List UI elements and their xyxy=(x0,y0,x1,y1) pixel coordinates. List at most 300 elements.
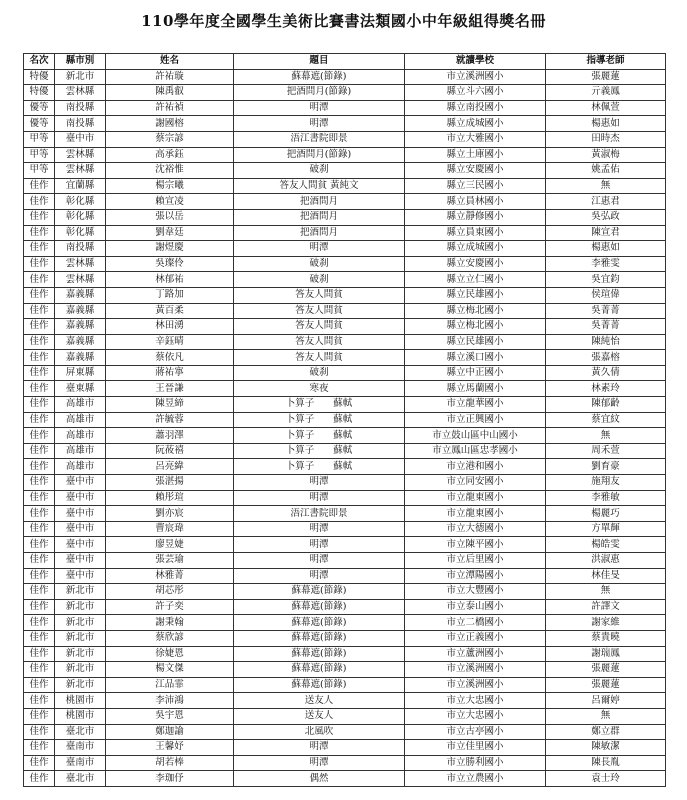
table-row xyxy=(24,615,666,631)
cell-school: 縣立民雄國小 xyxy=(405,287,546,303)
cell-county: 新北市 xyxy=(55,646,106,662)
cell-topic: 偶然 xyxy=(234,771,405,787)
table-row xyxy=(24,537,666,553)
cell-rank: 佳作 xyxy=(24,194,55,210)
cell-school: 市立溪洲國小 xyxy=(405,662,546,678)
cell-school: 縣立梅北國小 xyxy=(405,319,546,335)
cell-topic: 破刹 xyxy=(234,272,405,288)
cell-rank: 佳作 xyxy=(24,365,55,381)
header-teacher: 指導老師 xyxy=(546,54,666,70)
table-row xyxy=(24,194,666,210)
cell-school: 市立龍東國小 xyxy=(405,490,546,506)
cell-county: 新北市 xyxy=(55,69,106,85)
cell-teacher: 李雅雯 xyxy=(546,256,666,272)
cell-topic: 把酒問月 xyxy=(234,209,405,225)
cell-county: 臺南市 xyxy=(55,755,106,771)
cell-name: 許祐璇 xyxy=(106,69,234,85)
cell-county: 臺東縣 xyxy=(55,381,106,397)
cell-teacher: 吳菁菁 xyxy=(546,303,666,319)
cell-topic: 北風吹 xyxy=(234,724,405,740)
cell-rank: 佳作 xyxy=(24,630,55,646)
table-row xyxy=(24,771,666,787)
cell-school: 縣立靜修國小 xyxy=(405,209,546,225)
table-row xyxy=(24,506,666,522)
cell-school: 市立蘆洲國小 xyxy=(405,646,546,662)
table-row xyxy=(24,443,666,459)
cell-school: 市立勝利國小 xyxy=(405,755,546,771)
cell-name: 劉亦宸 xyxy=(106,506,234,522)
cell-topic: 明潭 xyxy=(234,116,405,132)
cell-teacher: 謝瑞鳳 xyxy=(546,646,666,662)
cell-school: 市立佳里國小 xyxy=(405,740,546,756)
cell-school: 縣立安慶國小 xyxy=(405,163,546,179)
cell-name: 胡芯彤 xyxy=(106,584,234,600)
cell-county: 臺中市 xyxy=(55,568,106,584)
cell-teacher: 施翔友 xyxy=(546,475,666,491)
cell-teacher: 林佳旻 xyxy=(546,568,666,584)
cell-school: 市立大忠國小 xyxy=(405,693,546,709)
table-row xyxy=(24,412,666,428)
cell-topic: 蘇幕遮(節錄) xyxy=(234,677,405,693)
cell-topic: 蘇幕遮(節錄) xyxy=(234,630,405,646)
table-row xyxy=(24,724,666,740)
cell-school: 市立大德國小 xyxy=(405,521,546,537)
cell-teacher: 陳長胤 xyxy=(546,755,666,771)
cell-topic: 答友人問貧 xyxy=(234,287,405,303)
header-name: 姓名 xyxy=(106,54,234,70)
cell-school: 市立立農國小 xyxy=(405,771,546,787)
cell-county: 臺北市 xyxy=(55,724,106,740)
cell-school: 市立正興國小 xyxy=(405,412,546,428)
header-school: 就讀學校 xyxy=(405,54,546,70)
cell-county: 屏東縣 xyxy=(55,365,106,381)
table-row xyxy=(24,272,666,288)
cell-rank: 佳作 xyxy=(24,241,55,257)
cell-county: 臺中市 xyxy=(55,506,106,522)
cell-topic: 把酒問月 xyxy=(234,225,405,241)
cell-name: 徐婕恩 xyxy=(106,646,234,662)
cell-county: 雲林縣 xyxy=(55,256,106,272)
cell-teacher: 周禾萱 xyxy=(546,443,666,459)
cell-topic: 答友人問貧 黃純文 xyxy=(234,178,405,194)
cell-school: 縣立民雄國小 xyxy=(405,334,546,350)
cell-topic: 卜算子 蘇軾 xyxy=(234,428,405,444)
cell-rank: 佳作 xyxy=(24,459,55,475)
cell-rank: 佳作 xyxy=(24,225,55,241)
cell-county: 桃園市 xyxy=(55,708,106,724)
cell-teacher: 蔡宜紋 xyxy=(546,412,666,428)
cell-name: 林郁祐 xyxy=(106,272,234,288)
cell-county: 嘉義縣 xyxy=(55,319,106,335)
cell-school: 縣立中正國小 xyxy=(405,365,546,381)
table-row xyxy=(24,334,666,350)
cell-name: 蔡欣諺 xyxy=(106,630,234,646)
cell-topic: 蘇幕遮(節錄) xyxy=(234,662,405,678)
cell-name: 劉韋廷 xyxy=(106,225,234,241)
cell-teacher: 黃淑梅 xyxy=(546,147,666,163)
cell-name: 高承鈺 xyxy=(106,147,234,163)
cell-name: 黃百柔 xyxy=(106,303,234,319)
cell-name: 謝國榕 xyxy=(106,116,234,132)
cell-name: 丁路加 xyxy=(106,287,234,303)
cell-teacher: 袁士玲 xyxy=(546,771,666,787)
cell-rank: 佳作 xyxy=(24,568,55,584)
table-row xyxy=(24,225,666,241)
cell-name: 賴彤瑄 xyxy=(106,490,234,506)
table-row xyxy=(24,303,666,319)
table-row xyxy=(24,365,666,381)
cell-county: 宜蘭縣 xyxy=(55,178,106,194)
table-row xyxy=(24,69,666,85)
cell-topic: 蘇幕遮(節錄) xyxy=(234,615,405,631)
cell-name: 李沛鴻 xyxy=(106,693,234,709)
cell-topic: 卜算子 蘇軾 xyxy=(234,397,405,413)
cell-teacher: 鄭立群 xyxy=(546,724,666,740)
cell-school: 縣立梅北國小 xyxy=(405,303,546,319)
cell-rank: 佳作 xyxy=(24,724,55,740)
cell-topic: 明潭 xyxy=(234,475,405,491)
cell-topic: 浯江書院即景 xyxy=(234,506,405,522)
cell-name: 許子奕 xyxy=(106,599,234,615)
cell-rank: 甲等 xyxy=(24,147,55,163)
cell-name: 沈裕惟 xyxy=(106,163,234,179)
cell-name: 陳禹叡 xyxy=(106,85,234,101)
cell-topic: 浯江書院即景 xyxy=(234,131,405,147)
cell-county: 南投縣 xyxy=(55,241,106,257)
cell-school: 市立古亭國小 xyxy=(405,724,546,740)
cell-name: 楊宗曦 xyxy=(106,178,234,194)
cell-school: 市立大忠國小 xyxy=(405,708,546,724)
cell-school: 縣立溪口國小 xyxy=(405,350,546,366)
cell-county: 臺北市 xyxy=(55,771,106,787)
cell-county: 南投縣 xyxy=(55,100,106,116)
cell-rank: 佳作 xyxy=(24,553,55,569)
cell-school: 市立陳平國小 xyxy=(405,537,546,553)
cell-topic: 卜算子 蘇軾 xyxy=(234,459,405,475)
header-topic: 題目 xyxy=(234,54,405,70)
cell-name: 胡若棒 xyxy=(106,755,234,771)
cell-county: 新北市 xyxy=(55,662,106,678)
cell-county: 新北市 xyxy=(55,599,106,615)
cell-rank: 優等 xyxy=(24,116,55,132)
cell-topic: 蘇幕遮(節錄) xyxy=(234,646,405,662)
table-row xyxy=(24,630,666,646)
table-row xyxy=(24,131,666,147)
table-row xyxy=(24,475,666,491)
table-row xyxy=(24,397,666,413)
cell-rank: 佳作 xyxy=(24,178,55,194)
cell-county: 高雄市 xyxy=(55,397,106,413)
cell-school: 市立鼓山區中山國小 xyxy=(405,428,546,444)
cell-teacher: 亓義鳳 xyxy=(546,85,666,101)
cell-school: 縣立成城國小 xyxy=(405,116,546,132)
cell-county: 嘉義縣 xyxy=(55,287,106,303)
cell-name: 王晉謙 xyxy=(106,381,234,397)
table-row xyxy=(24,568,666,584)
cell-school: 市立大豐國小 xyxy=(405,584,546,600)
cell-county: 高雄市 xyxy=(55,459,106,475)
cell-name: 蕭羽澤 xyxy=(106,428,234,444)
table-row xyxy=(24,521,666,537)
cell-teacher: 無 xyxy=(546,584,666,600)
cell-rank: 佳作 xyxy=(24,599,55,615)
cell-rank: 佳作 xyxy=(24,755,55,771)
cell-topic: 答友人問貧 xyxy=(234,303,405,319)
cell-name: 許毓蓉 xyxy=(106,412,234,428)
cell-teacher: 黃久倩 xyxy=(546,365,666,381)
cell-county: 新北市 xyxy=(55,615,106,631)
cell-name: 陳昱締 xyxy=(106,397,234,413)
cell-school: 市立大雅國小 xyxy=(405,131,546,147)
cell-rank: 特優 xyxy=(24,85,55,101)
cell-county: 高雄市 xyxy=(55,428,106,444)
table-row xyxy=(24,553,666,569)
cell-teacher: 洪淑惠 xyxy=(546,553,666,569)
cell-name: 謝秉翰 xyxy=(106,615,234,631)
cell-school: 市立龍華國小 xyxy=(405,397,546,413)
cell-rank: 佳作 xyxy=(24,209,55,225)
cell-rank: 佳作 xyxy=(24,677,55,693)
cell-teacher: 林素玲 xyxy=(546,381,666,397)
cell-name: 蔡宗諺 xyxy=(106,131,234,147)
cell-topic: 蘇幕遮(節錄) xyxy=(234,599,405,615)
cell-teacher: 吳弘政 xyxy=(546,209,666,225)
cell-name: 楊文傑 xyxy=(106,662,234,678)
cell-rank: 佳作 xyxy=(24,771,55,787)
cell-county: 雲林縣 xyxy=(55,85,106,101)
cell-rank: 佳作 xyxy=(24,443,55,459)
table-row xyxy=(24,163,666,179)
cell-rank: 佳作 xyxy=(24,412,55,428)
table-row xyxy=(24,241,666,257)
table-row xyxy=(24,677,666,693)
cell-school: 縣立馬蘭國小 xyxy=(405,381,546,397)
cell-topic: 明潭 xyxy=(234,568,405,584)
cell-rank: 佳作 xyxy=(24,490,55,506)
table-header-row xyxy=(24,54,666,70)
cell-topic: 把酒問月(節錄) xyxy=(234,147,405,163)
cell-school: 市立二橋國小 xyxy=(405,615,546,631)
table-row xyxy=(24,178,666,194)
cell-teacher: 楊惠如 xyxy=(546,241,666,257)
cell-topic: 蘇幕遮(節錄) xyxy=(234,69,405,85)
cell-topic: 明潭 xyxy=(234,490,405,506)
cell-teacher: 吳菁菁 xyxy=(546,319,666,335)
cell-county: 彰化縣 xyxy=(55,225,106,241)
cell-teacher: 李雅敏 xyxy=(546,490,666,506)
cell-topic: 卜算子 蘇軾 xyxy=(234,412,405,428)
cell-name: 鄭迦諭 xyxy=(106,724,234,740)
cell-name: 李珈伃 xyxy=(106,771,234,787)
cell-name: 王馨妤 xyxy=(106,740,234,756)
cell-topic: 破刹 xyxy=(234,163,405,179)
cell-county: 新北市 xyxy=(55,677,106,693)
table-row xyxy=(24,381,666,397)
cell-school: 縣立土庫國小 xyxy=(405,147,546,163)
table-row xyxy=(24,85,666,101)
cell-county: 臺中市 xyxy=(55,131,106,147)
cell-name: 蔣祐寧 xyxy=(106,365,234,381)
cell-rank: 優等 xyxy=(24,100,55,116)
cell-teacher: 楊惠如 xyxy=(546,116,666,132)
cell-school: 市立潭陽國小 xyxy=(405,568,546,584)
cell-name: 張芸瑜 xyxy=(106,553,234,569)
cell-name: 蔡依凡 xyxy=(106,350,234,366)
header-rank: 名次 xyxy=(24,54,55,70)
table-row xyxy=(24,459,666,475)
cell-teacher: 劉育豪 xyxy=(546,459,666,475)
cell-topic: 明潭 xyxy=(234,241,405,257)
cell-topic: 答友人問貧 xyxy=(234,319,405,335)
cell-teacher: 林佩萱 xyxy=(546,100,666,116)
cell-teacher: 田時杰 xyxy=(546,131,666,147)
cell-school: 縣立員東國小 xyxy=(405,225,546,241)
cell-topic: 送友人 xyxy=(234,693,405,709)
cell-rank: 佳作 xyxy=(24,319,55,335)
cell-topic: 明潭 xyxy=(234,521,405,537)
cell-county: 雲林縣 xyxy=(55,147,106,163)
cell-teacher: 侯瑄偉 xyxy=(546,287,666,303)
cell-county: 高雄市 xyxy=(55,443,106,459)
cell-rank: 佳作 xyxy=(24,521,55,537)
table-row xyxy=(24,646,666,662)
cell-topic: 明潭 xyxy=(234,553,405,569)
cell-school: 縣立三民國小 xyxy=(405,178,546,194)
cell-name: 吳宇恩 xyxy=(106,708,234,724)
table-row xyxy=(24,116,666,132)
cell-teacher: 呂爾婷 xyxy=(546,693,666,709)
cell-name: 許祐禎 xyxy=(106,100,234,116)
cell-topic: 把酒問月(節錄) xyxy=(234,85,405,101)
cell-county: 嘉義縣 xyxy=(55,303,106,319)
cell-county: 臺中市 xyxy=(55,475,106,491)
cell-school: 市立龍東國小 xyxy=(405,506,546,522)
cell-teacher: 楊麗巧 xyxy=(546,506,666,522)
cell-topic: 明潭 xyxy=(234,755,405,771)
cell-school: 市立溪洲國小 xyxy=(405,677,546,693)
table-body xyxy=(24,69,666,786)
cell-county: 新北市 xyxy=(55,630,106,646)
cell-rank: 佳作 xyxy=(24,506,55,522)
cell-teacher: 無 xyxy=(546,708,666,724)
cell-name: 張湛揚 xyxy=(106,475,234,491)
cell-county: 臺中市 xyxy=(55,521,106,537)
cell-teacher: 姚孟佑 xyxy=(546,163,666,179)
cell-teacher: 陳純怡 xyxy=(546,334,666,350)
cell-school: 縣立南投國小 xyxy=(405,100,546,116)
cell-teacher: 方單輝 xyxy=(546,521,666,537)
cell-school: 縣立安慶國小 xyxy=(405,256,546,272)
header-county: 縣市別 xyxy=(55,54,106,70)
cell-county: 彰化縣 xyxy=(55,194,106,210)
cell-rank: 佳作 xyxy=(24,334,55,350)
table-row xyxy=(24,584,666,600)
cell-county: 南投縣 xyxy=(55,116,106,132)
cell-topic: 明潭 xyxy=(234,537,405,553)
cell-topic: 明潭 xyxy=(234,100,405,116)
cell-rank: 佳作 xyxy=(24,708,55,724)
cell-school: 市立同安國小 xyxy=(405,475,546,491)
cell-topic: 破刹 xyxy=(234,256,405,272)
cell-rank: 佳作 xyxy=(24,475,55,491)
cell-rank: 佳作 xyxy=(24,256,55,272)
cell-topic: 送友人 xyxy=(234,708,405,724)
cell-county: 臺中市 xyxy=(55,490,106,506)
cell-school: 縣立斗六國小 xyxy=(405,85,546,101)
table-row xyxy=(24,147,666,163)
cell-topic: 答友人問貧 xyxy=(234,334,405,350)
cell-rank: 佳作 xyxy=(24,662,55,678)
cell-teacher: 張麗蓮 xyxy=(546,677,666,693)
cell-county: 雲林縣 xyxy=(55,163,106,179)
cell-name: 阮莜禧 xyxy=(106,443,234,459)
table-row xyxy=(24,708,666,724)
cell-teacher: 吳宜鈞 xyxy=(546,272,666,288)
cell-rank: 佳作 xyxy=(24,397,55,413)
cell-school: 市立溪洲國小 xyxy=(405,69,546,85)
cell-teacher: 張嘉榕 xyxy=(546,350,666,366)
cell-teacher: 張麗蓮 xyxy=(546,662,666,678)
cell-rank: 佳作 xyxy=(24,615,55,631)
cell-rank: 佳作 xyxy=(24,287,55,303)
cell-topic: 明潭 xyxy=(234,740,405,756)
table-row xyxy=(24,287,666,303)
table-row xyxy=(24,740,666,756)
cell-rank: 佳作 xyxy=(24,584,55,600)
cell-name: 廖昱婕 xyxy=(106,537,234,553)
cell-rank: 佳作 xyxy=(24,381,55,397)
cell-rank: 佳作 xyxy=(24,428,55,444)
cell-name: 呂亮緯 xyxy=(106,459,234,475)
document-title: 110學年度全國學生美術比賽書法類國小中年級組得獎名冊 xyxy=(141,12,546,30)
cell-name: 辛鈺晴 xyxy=(106,334,234,350)
cell-school: 縣立成城國小 xyxy=(405,241,546,257)
cell-county: 新北市 xyxy=(55,584,106,600)
cell-teacher: 張麗蓮 xyxy=(546,69,666,85)
cell-county: 嘉義縣 xyxy=(55,350,106,366)
awards-table xyxy=(23,53,666,787)
cell-rank: 佳作 xyxy=(24,646,55,662)
cell-name: 林田湧 xyxy=(106,319,234,335)
cell-topic: 寒夜 xyxy=(234,381,405,397)
cell-county: 高雄市 xyxy=(55,412,106,428)
cell-rank: 甲等 xyxy=(24,163,55,179)
cell-name: 張以岳 xyxy=(106,209,234,225)
cell-topic: 卜算子 蘇軾 xyxy=(234,443,405,459)
cell-topic: 答友人問貧 xyxy=(234,350,405,366)
table-row xyxy=(24,693,666,709)
cell-topic: 破刹 xyxy=(234,365,405,381)
cell-rank: 佳作 xyxy=(24,350,55,366)
cell-school: 市立后里國小 xyxy=(405,553,546,569)
cell-topic: 把酒問月 xyxy=(234,194,405,210)
cell-name: 謝煜慶 xyxy=(106,241,234,257)
cell-rank: 佳作 xyxy=(24,272,55,288)
cell-topic: 蘇幕遮(節錄) xyxy=(234,584,405,600)
cell-county: 嘉義縣 xyxy=(55,334,106,350)
cell-county: 桃園市 xyxy=(55,693,106,709)
cell-school: 市立鳳山區忠孝國小 xyxy=(405,443,546,459)
cell-county: 臺中市 xyxy=(55,537,106,553)
cell-teacher: 許譯文 xyxy=(546,599,666,615)
table-row xyxy=(24,209,666,225)
cell-rank: 佳作 xyxy=(24,740,55,756)
cell-rank: 佳作 xyxy=(24,303,55,319)
cell-name: 賴宣凌 xyxy=(106,194,234,210)
table-row xyxy=(24,662,666,678)
table-row xyxy=(24,599,666,615)
cell-teacher: 蔡貴曉 xyxy=(546,630,666,646)
